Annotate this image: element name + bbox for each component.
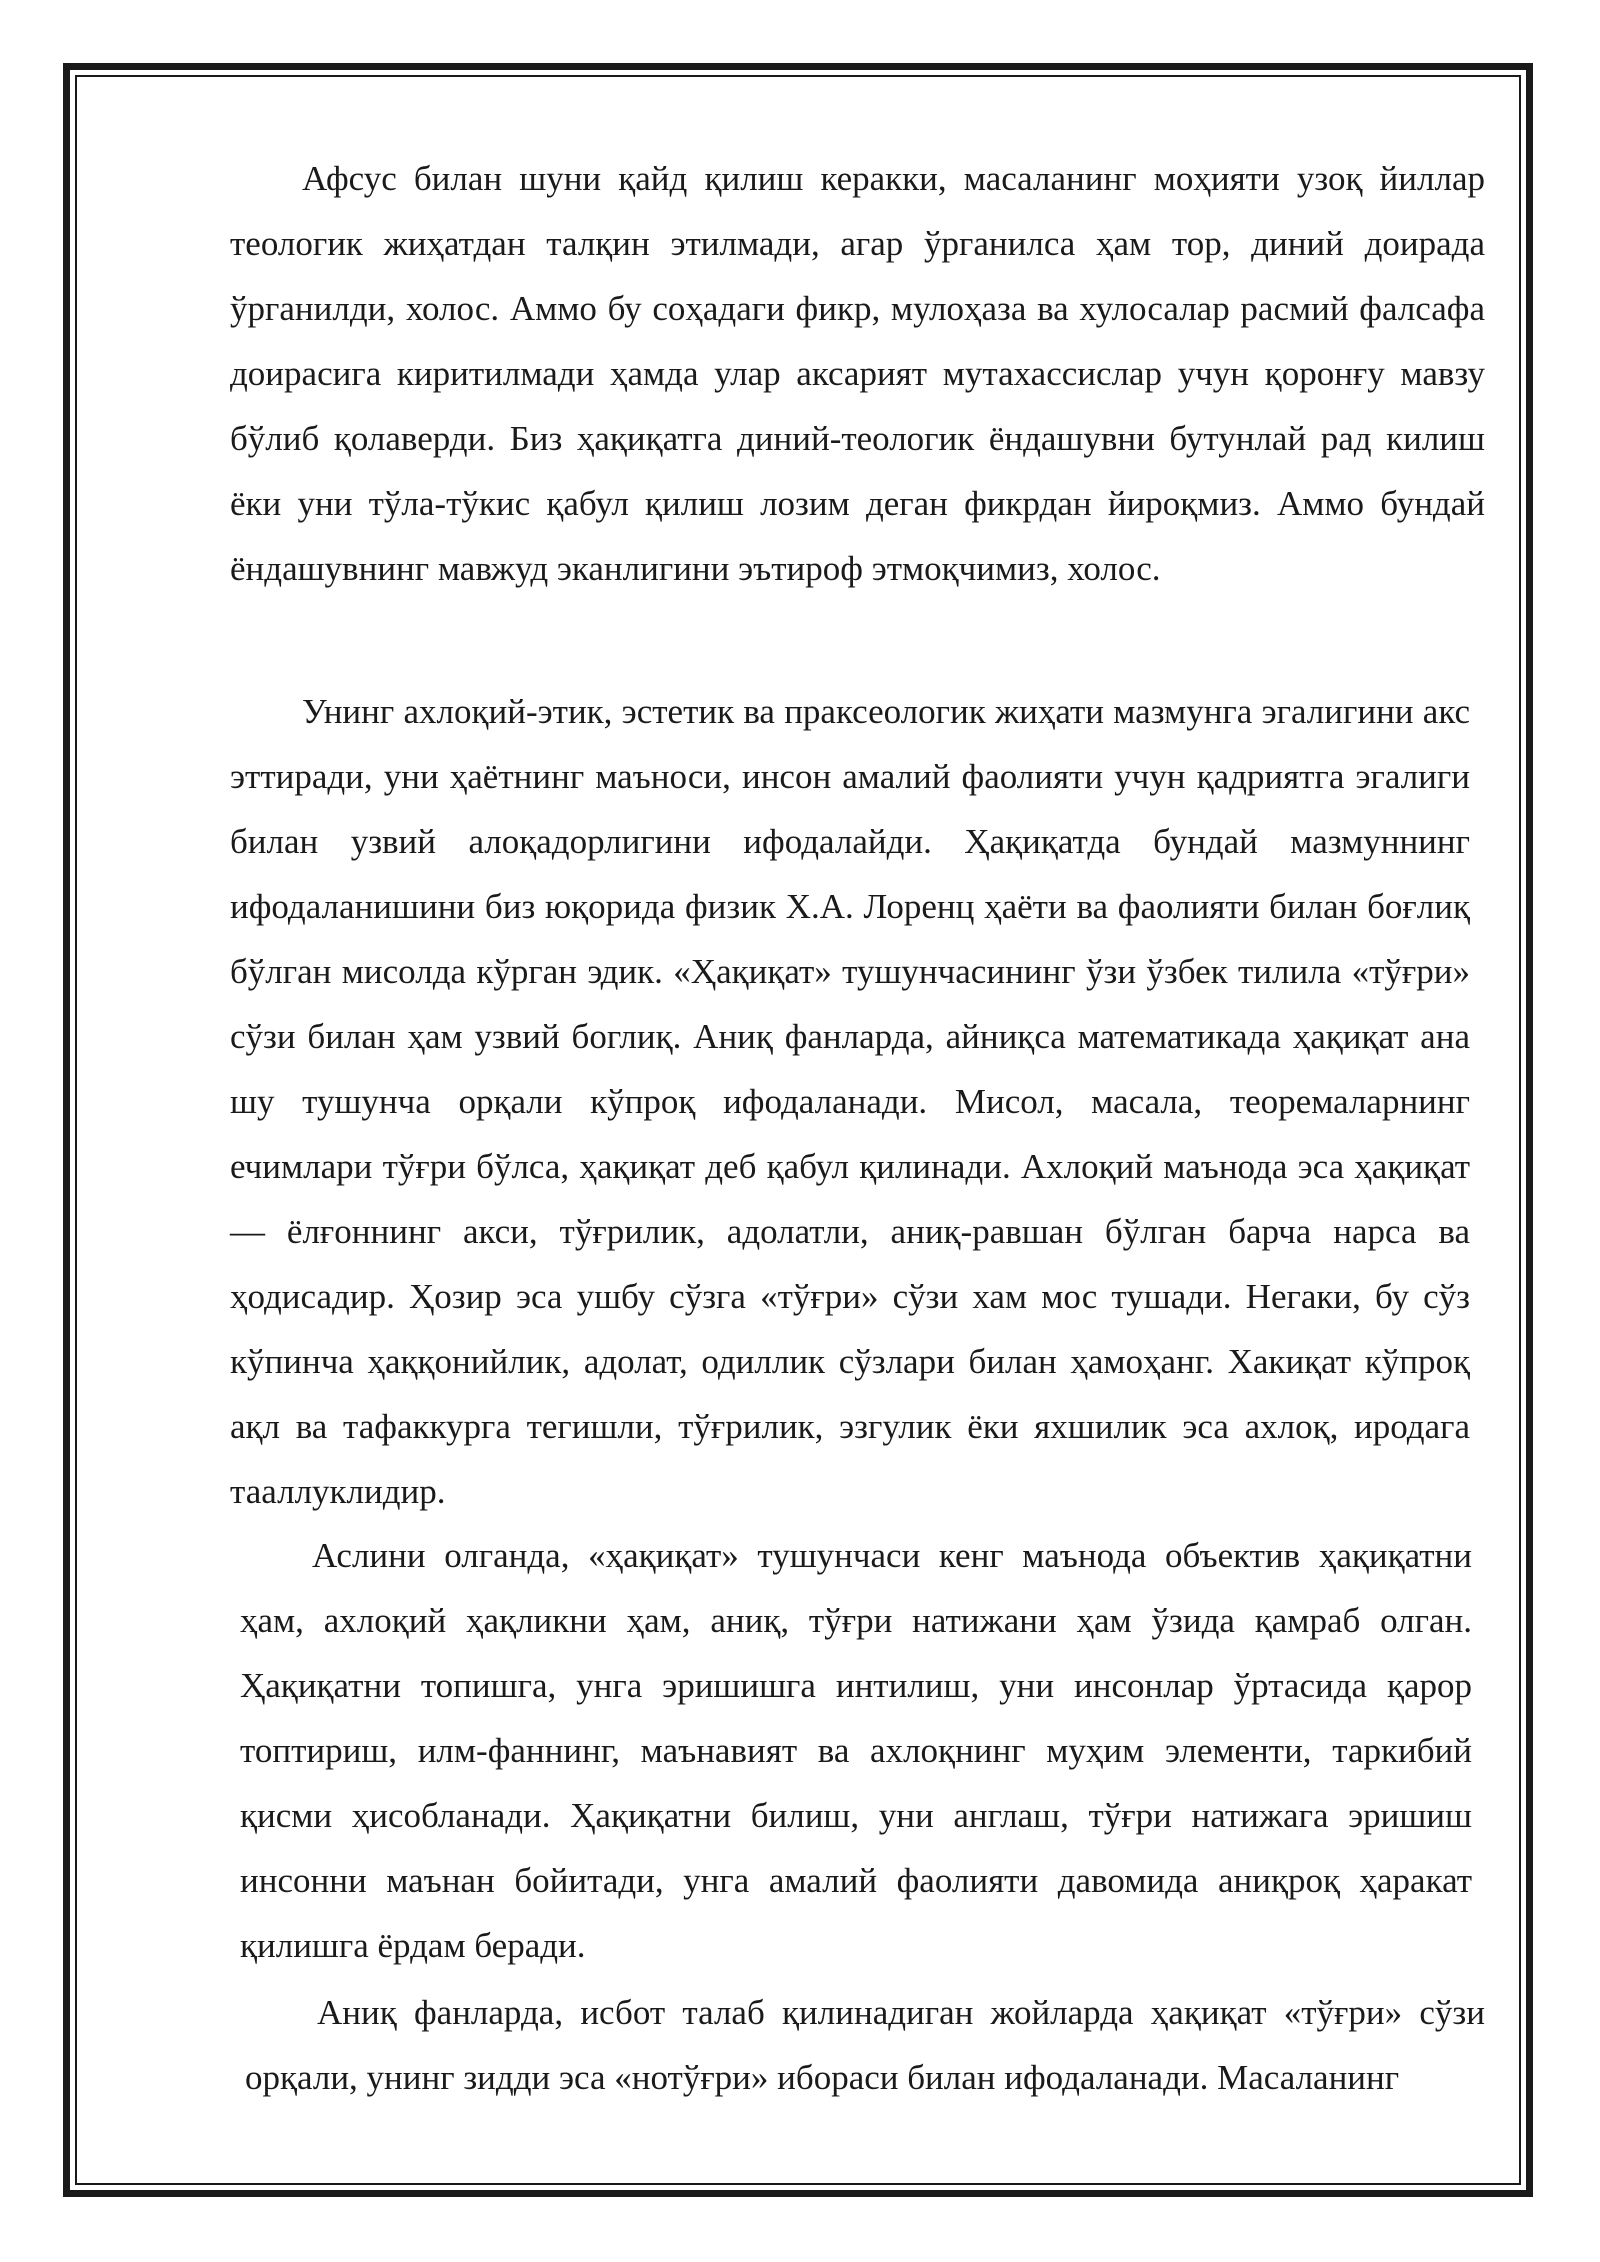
paragraph-4: Аниқ фанларда, исбот талаб қилинадиган жойларда ҳақиқат «тўғри» сўзи орқали, унинг зидди эса «нотўғри» ибораси билан ифодаланади. Масаланинг — [245, 1993, 1485, 2097]
paragraph-2: Унинг ахлоқий-этик, эстетик ва праксеологик жиҳати мазмунга эгалигини акс эттиради, уни ҳаётнинг маъноси, инсон амалий фаолияти учун қадриятга эгалиги билан узвий алоқадорлигини ифодалайди. Ҳақиқатда бундай мазмуннинг ифодаланишини биз юқорида физик Х.А. Лоренц ҳаёти ва фаолияти билан боғлиқ бўлган мисолда кўрган эдик. «Ҳақиқат» тушунчасининг ўзи ўзбек тилила «тўғри» сўзи билан ҳам узвий боглиқ. Аниқ фанларда, айниқса математикада ҳақиқат ана шу тушунча орқали кўпроқ ифодаланади. Мисол, масала, теоремаларнинг ечимлари тўғри бўлса, ҳақиқат деб қабул қилинади. Ахлоқий маънода эса ҳақиқат — ёлғоннинг акси, тўғрилик, адолатли, аниқ-равшан бўлган барча нарса ва ҳодисадир. Ҳозир эса ушбу сўзга «тўғри» сўзи хам мос тушади. Негаки, бу сўз кўпинча ҳаққонийлик, адолат, одиллик сўзлари билан ҳамоҳанг. Хакиқат кўпроқ ақл ва тафаккурга тегишли, тўғрилик, эзгулик ёки яхшилик эса ахлоқ, иродага тааллуклидир. — [230, 692, 1470, 1511]
paragraph-3: Аслини олганда, «ҳақиқат» тушунчаси кенг маънода объектив ҳақиқатни ҳам, ахлоқий ҳақликни ҳам, аниқ, тўғри натижани ҳам ўзида қамраб олган. Ҳақиқатни топишга, унга эришишга интилиш, уни инсонлар ўртасида қарор топтириш, илм-фаннинг, маънавият ва ахлоқнинг муҳим элементи, таркибий қисми ҳисобланади. Ҳақиқатни билиш, уни англаш, тўғри натижага эришиш инсонни маънан бойитади, унга амалий фаолияти давомида аниқроқ ҳаракат қилишга ёрдам беради. — [240, 1536, 1472, 1965]
paragraph-1: Афсус билан шуни қайд қилиш керакки, масаланинг моҳияти узоқ йиллар теологик жиҳатдан талқин этилмади, агар ўрганилса ҳам тор, диний доирада ўрганилди, холос. Аммо бу соҳадаги фикр, мулоҳаза ва хулосалар расмий фалсафа доирасига киритилмади ҳамда улар аксарият мутахассислар учун қоронғу мавзу бўлиб қолаверди. Биз ҳақиқатга диний-теологик ёндашувни бутунлай рад килиш ёки уни тўла-тўкис қабул қилиш лозим деган фикрдан йироқмиз. Аммо бундай ёндашувнинг мавжуд эканлигини эътироф этмоқчимиз, холос. — [230, 159, 1485, 588]
